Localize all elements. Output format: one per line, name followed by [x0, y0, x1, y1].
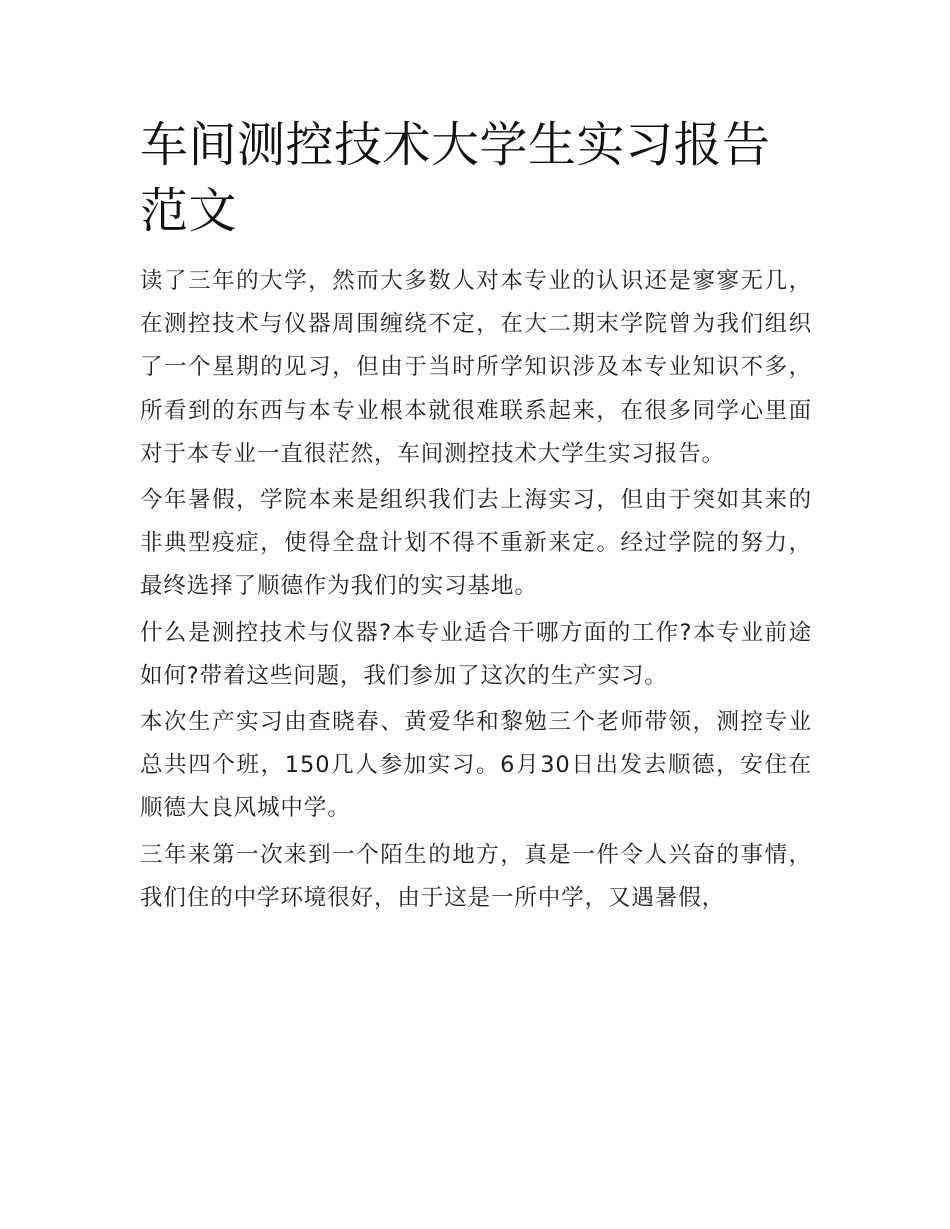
- paragraph-5: 三年来第一次来到一个陌生的地方，真是一件令人兴奋的事情，我们住的中学环境很好，由于这是一所中学，又遇暑假，: [140, 841, 812, 911]
- paragraph-3: 什么是测控技术与仪器?本专业适合干哪方面的工作?本专业前途如何?带着这些问题，我们参加了这次的生产实习。: [140, 619, 812, 689]
- paragraph-4: 本次生产实习由查晓春、黄爱华和黎勉三个老师带领，测控专业总共四个班，150几人参加实习。6月30日出发去顺德，安住在顺德大良风城中学。: [140, 709, 812, 822]
- paragraph-2: 今年暑假，学院本来是组织我们去上海实习，但由于突如其来的非典型疫症，使得全盘计划不得不重新来定。经过学院的努力，最终选择了顺德作为我们的实习基地。: [140, 487, 812, 600]
- document-title: 车间测控技术大学生实习报告范文: [140, 117, 771, 239]
- paragraph-1: 读了三年的大学，然而大多数人对本专业的认识还是寥寥无几，在测控技术与仪器周围缠绕不定，在大二期末学院曾为我们组织了一个星期的见习，但由于当时所学知识涉及本专业知识不多，所看到的东西与本专业根本就很难联系起来，在很多同学心里面对于本专业一直很茫然，车间测控技术大学生实习报告。: [140, 268, 812, 467]
- document-body: [140, 112, 812, 923]
